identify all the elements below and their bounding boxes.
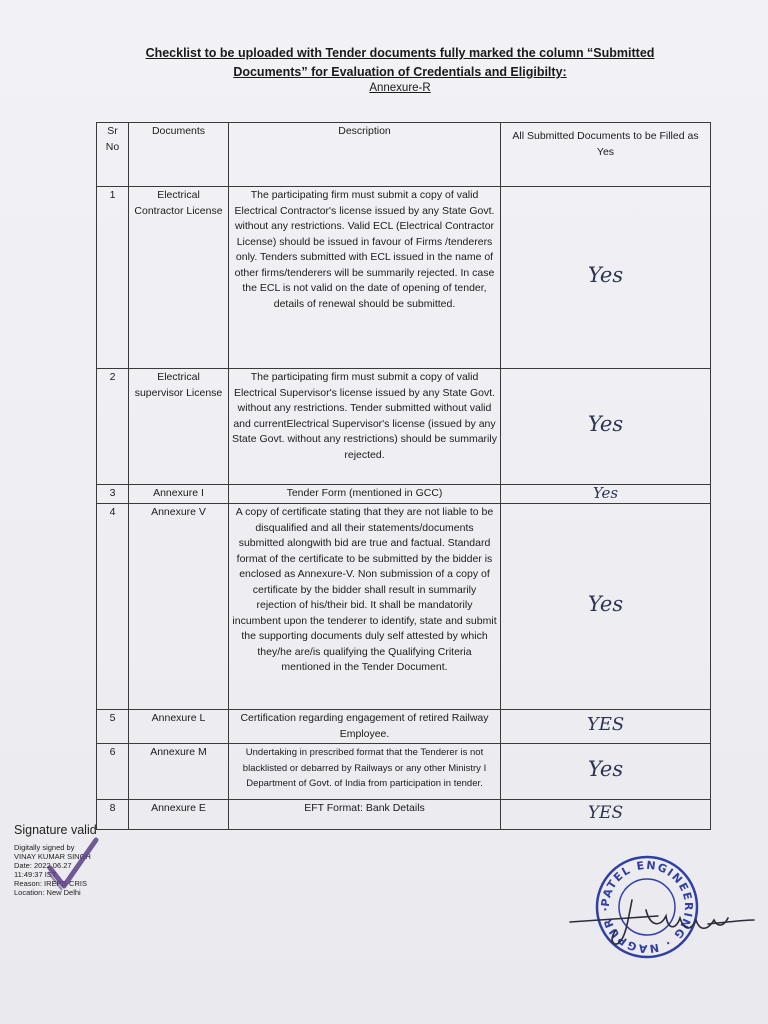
table-row bbox=[97, 504, 711, 710]
handwritten-yes: Yes bbox=[587, 591, 624, 616]
row-submitted bbox=[501, 800, 711, 830]
row-description: The participating firm must submit a copy of valid Electrical Supervisor's license issued by any State Govt. without any restrictions. Tender submitted without valid and currentElectrical Supervisor's license (issued by any State Govt. without any restrictions) should be summarily rejected. bbox=[229, 369, 501, 485]
row-description: The participating firm must submit a copy of valid Electrical Contractor's license issued by any State Govt. without any restrictions. Valid ECL (Electrical Contractor License) should be issued in favour of Firms /tenderers only. Tenders submitted with ECL issued in the name of other firms/tenderers will be summarily rejected. In case the ECL is not valid on the date of opening of tender, details of renewal should be submitted. bbox=[229, 187, 501, 369]
title-line-2: Documents” for Evaluation of Credentials and Eligibilty: bbox=[233, 65, 567, 79]
signature-line: Digitally signed by bbox=[14, 843, 75, 852]
checkmark-icon bbox=[46, 834, 102, 894]
page-title bbox=[100, 44, 700, 82]
table-row bbox=[97, 710, 711, 744]
annexure-label: Annexure-R bbox=[369, 82, 431, 94]
row-sr: 8 bbox=[97, 800, 129, 830]
row-document: Annexure V bbox=[129, 504, 229, 710]
row-document: Electrical supervisor License bbox=[129, 369, 229, 485]
handwritten-signature-icon bbox=[568, 880, 758, 950]
handwritten-yes: YES bbox=[586, 714, 625, 736]
table-header-row bbox=[97, 123, 711, 187]
row-description: Tender Form (mentioned in GCC) bbox=[229, 485, 501, 504]
header-submitted: All Submitted Documents to be Filled as Yes bbox=[501, 123, 711, 187]
row-submitted bbox=[501, 187, 711, 369]
handwritten-yes: Yes bbox=[587, 262, 624, 287]
header-sr-no: Sr No bbox=[97, 123, 129, 187]
row-sr: 6 bbox=[97, 744, 129, 800]
checklist-table bbox=[96, 122, 711, 830]
row-submitted bbox=[501, 710, 711, 744]
row-sr: 3 bbox=[97, 485, 129, 504]
row-submitted bbox=[501, 744, 711, 800]
row-description: Certification regarding engagement of retired Railway Employee. bbox=[229, 710, 501, 744]
signature-line: Date: 2022.06.27 bbox=[14, 861, 72, 870]
handwritten-yes: Yes bbox=[587, 411, 624, 436]
row-submitted bbox=[501, 485, 711, 504]
table-row bbox=[97, 485, 711, 504]
signature-line: VINAY KUMAR SINGH bbox=[14, 852, 91, 861]
title-line-1: Checklist to be uploaded with Tender documents fully marked the column “Submitted bbox=[145, 46, 655, 60]
row-sr: 1 bbox=[97, 187, 129, 369]
signature-line: 11:49:37 IST bbox=[14, 870, 57, 879]
row-submitted bbox=[501, 369, 711, 485]
handwritten-yes: Yes bbox=[587, 756, 624, 781]
handwritten-yes: Yes bbox=[592, 484, 619, 502]
row-sr: 4 bbox=[97, 504, 129, 710]
signature-line: Location: New Delhi bbox=[14, 888, 81, 897]
header-documents: Documents bbox=[129, 123, 229, 187]
row-document: Annexure L bbox=[129, 710, 229, 744]
handwritten-yes: YES bbox=[587, 802, 624, 823]
row-document: Electrical Contractor License bbox=[129, 187, 229, 369]
signature-status: Signature valid bbox=[14, 823, 97, 837]
svg-text:PATEL ENGINEERING · NAGPUR ·: PATEL ENGINEERING · NAGPUR · bbox=[598, 858, 696, 956]
row-submitted bbox=[501, 504, 711, 710]
table-row bbox=[97, 800, 711, 830]
row-document: Annexure E bbox=[129, 800, 229, 830]
signature-line: Reason: IREPS-CRIS bbox=[14, 879, 87, 888]
table-row bbox=[97, 744, 711, 800]
row-document: Annexure I bbox=[129, 485, 229, 504]
row-sr: 5 bbox=[97, 710, 129, 744]
row-description: Undertaking in prescribed format that the Tenderer is not blacklisted or debarred by Railways or any other Ministry I Department of Govt. of India from participation in tender. bbox=[229, 744, 501, 800]
table-row bbox=[97, 369, 711, 485]
row-sr: 2 bbox=[97, 369, 129, 485]
row-description: EFT Format: Bank Details bbox=[229, 800, 501, 830]
row-document: Annexure M bbox=[129, 744, 229, 800]
table-row bbox=[97, 187, 711, 369]
row-description: A copy of certificate stating that they are not liable to be disqualified and all their statements/documents submitted alongwith bid are true and factual. Standard format of the certificate to be submitted by the bidder is enclosed as Annexure-V. Non submission of a copy of certificate by the bidder shall result in summarily rejection of his/their bid. It shall be mandatorily incumbent upon the tenderer to identify, state and submit the supporting documents duly self attested by which they/he are/is qualifying the Qualifying Criteria mentioned in the Tender Document. bbox=[229, 504, 501, 710]
header-description: Description bbox=[229, 123, 501, 187]
